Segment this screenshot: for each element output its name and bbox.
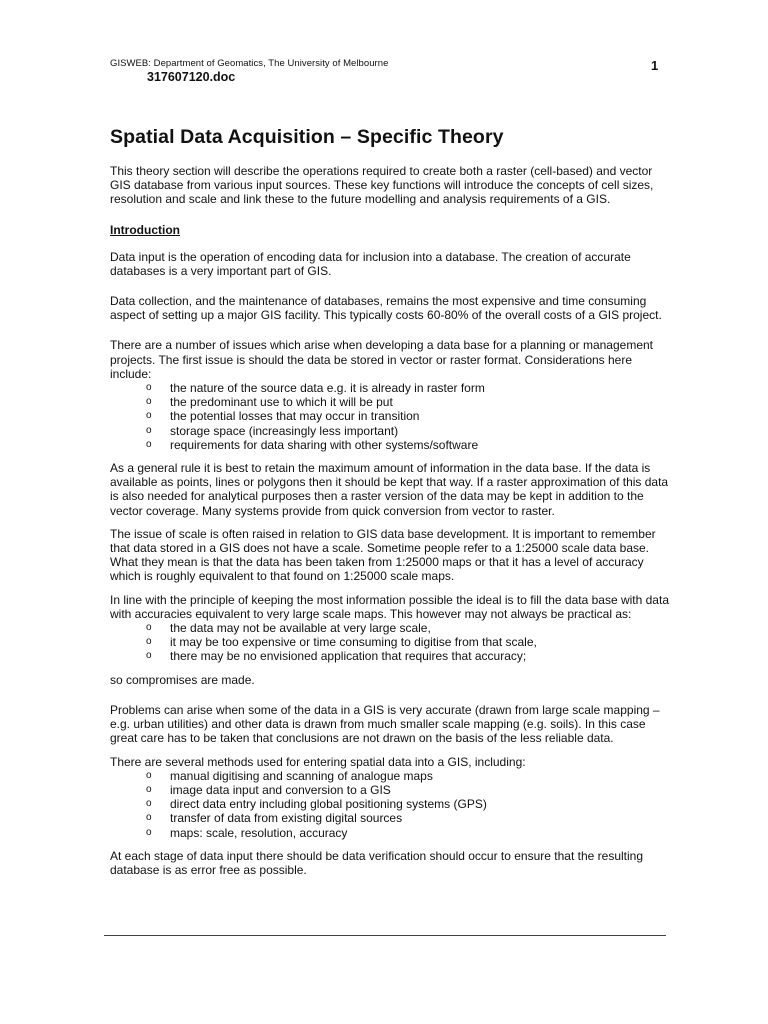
paragraph: As a general rule it is best to retain the maximum amount of information in the data base. If the data is available as points, lines or polygons then it should be kept that way. If a raster approximation of this data is also needed for analytical purposes then a raster version of the data may be kept in addition to the vector coverage. Many systems provide from quick conversion from vector to raster. — [110, 461, 669, 518]
paragraph: Problems can arise when some of the data in a GIS is very accurate (drawn from large scale mapping – e.g. urban utilities) and other data is drawn from much smaller scale mapping (e.g. soils). In this case great care has to be taken that conclusions are not drawn on the basis of the less reliable data. — [110, 702, 660, 746]
paragraph: There are several methods used for entering spatial data into a GIS, including: — [110, 754, 526, 769]
bullet-icon: o — [146, 622, 152, 634]
list-item-text: the nature of the source data e.g. it is already in raster form — [170, 381, 485, 396]
paragraph: There are a number of issues which arise when developing a data base for a planning or management projects. The first issue is should the data be stored in vector or raster format. Considerations here include: — [110, 338, 653, 381]
list-item — [110, 826, 670, 840]
list-item-text: the predominant use to which it will be put — [170, 395, 393, 410]
list-item — [110, 381, 670, 395]
bullet-icon: o — [146, 382, 152, 394]
methods-list — [110, 769, 670, 840]
bullet-icon: o — [146, 826, 152, 838]
list-item-text: the data may not be available at very large scale, — [170, 621, 431, 636]
list-item — [110, 395, 670, 409]
practicality-list — [110, 621, 670, 664]
bullet-icon: o — [146, 798, 152, 810]
list-item-text: storage space (increasingly less important) — [170, 423, 399, 438]
footer-divider — [104, 935, 666, 936]
paragraph: In line with the principle of keeping the most information possible the ideal is to fill the data base with data with accuracies equivalent to very large scale maps. This however may not always be practical as: — [110, 592, 669, 621]
list-item — [110, 635, 670, 649]
page-title: Spatial Data Acquisition – Specific Theory — [110, 126, 504, 148]
list-item-text: there may be no envisioned application that requires that accuracy; — [170, 649, 527, 664]
list-item-text: the potential losses that may occur in transition — [170, 409, 420, 424]
list-item — [110, 438, 670, 452]
list-item — [110, 783, 670, 797]
list-item-text: image data input and conversion to a GIS — [170, 782, 391, 797]
list-item — [110, 769, 670, 783]
list-item-text: direct data entry including global positioning systems (GPS) — [170, 797, 487, 812]
list-item — [110, 797, 670, 811]
list-item-text: it may be too expensive or time consuming to digitise from that scale, — [170, 635, 537, 650]
header-filename: 317607120.doc — [147, 70, 236, 84]
bullet-icon: o — [146, 410, 152, 422]
paragraph: so compromises are made. — [110, 672, 255, 687]
list-item-text: requirements for data sharing with other systems/software — [170, 437, 479, 452]
bullet-icon: o — [146, 424, 152, 436]
list-item-text: maps: scale, resolution, accuracy — [170, 825, 348, 840]
document-body — [110, 124, 670, 886]
paragraph: Data input is the operation of encoding data for inclusion into a database. The creation of accurate databases is a very important part of GIS. — [110, 249, 631, 278]
list-item — [110, 424, 670, 438]
paragraph: At each stage of data input there should be data verification should occur to ensure that the resulting database is as error free as possible. — [110, 848, 644, 877]
list-item — [110, 649, 670, 663]
header-department: GISWEB: Department of Geomatics, The University of Melbourne — [110, 58, 389, 69]
section-heading-introduction: Introduction — [110, 222, 180, 237]
list-item — [110, 621, 670, 635]
bullet-icon: o — [146, 438, 152, 450]
list-item-text: manual digitising and scanning of analogue maps — [170, 768, 433, 783]
paragraph: Data collection, and the maintenance of databases, remains the most expensive and time consuming aspect of setting up a major GIS facility. This typically costs 60-80% of the overall costs of a GIS project. — [110, 294, 662, 323]
bullet-icon: o — [146, 396, 152, 408]
bullet-icon: o — [146, 650, 152, 662]
page-number: 1 — [651, 58, 659, 73]
bullet-icon: o — [146, 769, 152, 781]
list-item-text: transfer of data from existing digital sources — [170, 811, 403, 826]
paragraph: The issue of scale is often raised in relation to GIS data base development. It is important to remember that data stored in a GIS does not have a scale. Sometime people refer to a 1:25000 scale data base. What they mean is that the data has been taken from 1:25000 maps or that it has a level of accuracy which is roughly equivalent to that found on 1:25000 scale maps. — [110, 526, 656, 584]
considerations-list — [110, 381, 670, 452]
bullet-icon: o — [146, 783, 152, 795]
list-item — [110, 409, 670, 423]
intro-paragraph: This theory section will describe the operations required to create both a raster (cell-based) and vector GIS database from various input sources. These key functions will introduce the concepts of cell sizes, resolution and scale and link these to the future modelling and analysis requirements of a GIS. — [110, 164, 654, 207]
bullet-icon: o — [146, 812, 152, 824]
list-item — [110, 811, 670, 825]
bullet-icon: o — [146, 636, 152, 648]
